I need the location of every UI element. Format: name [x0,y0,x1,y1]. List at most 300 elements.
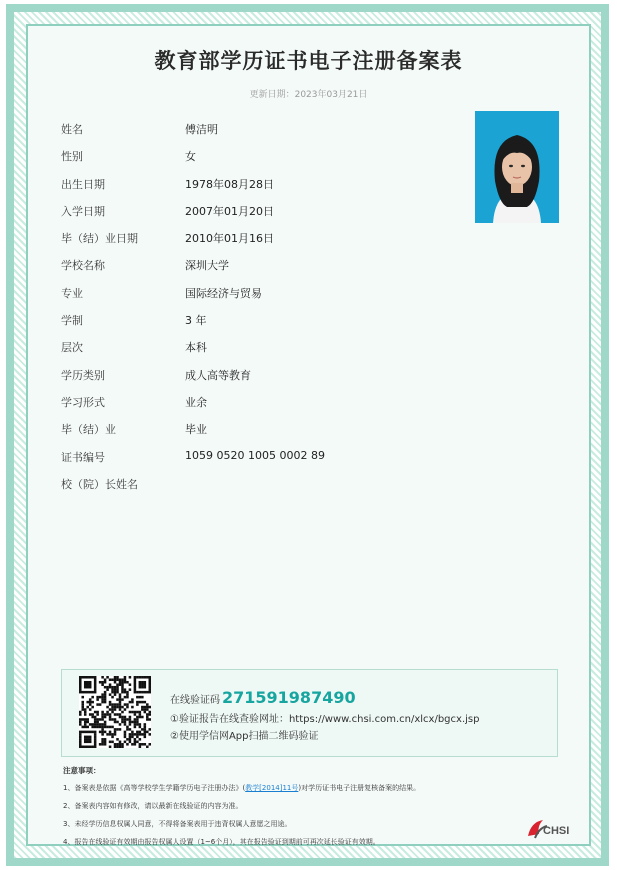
qr-module [136,721,139,724]
qr-module [121,686,124,689]
qr-module [139,746,142,748]
qr-module [119,743,122,746]
qr-module [106,688,109,691]
qr-module [124,731,127,734]
qr-module [144,706,147,709]
qr-module [129,701,132,704]
qr-module [116,678,119,681]
qr-module [96,726,99,729]
qr-module [79,723,82,726]
qr-module [134,711,137,714]
qr-module [129,733,132,736]
portrait-illustration [475,111,559,223]
qr-module [114,688,117,691]
qr-module [106,726,109,729]
qr-module [86,706,89,709]
qr-module [84,723,87,726]
qr-module [126,718,129,721]
qr-module [141,686,144,689]
qr-module [84,718,87,721]
qr-module [144,723,147,726]
qr-module [84,746,87,748]
qr-module [84,726,87,729]
qr-module [101,731,104,734]
qr-module [79,713,82,716]
qr-module [134,713,137,716]
qr-module [141,728,144,731]
qr-module [84,691,87,694]
qr-module [111,718,114,721]
qr-module [94,731,97,734]
qr-module [89,708,92,711]
qr-module [139,733,142,736]
qr-module [104,686,107,689]
qr-module [109,701,112,704]
qr-module [121,691,124,694]
qr-module [141,708,144,711]
qr-module [84,713,87,716]
qr-module [109,693,112,696]
qr-module [101,696,104,699]
qr-module [109,678,112,681]
qr-module [104,698,107,701]
field-value: 深圳大学 [185,259,229,273]
qr-module [146,716,149,719]
notes-section [63,765,523,855]
qr-module [119,698,122,701]
qr-module [129,716,132,719]
qr-module [119,681,122,684]
qr-module [99,703,102,706]
qr-module [141,681,144,684]
qr-module [129,683,132,686]
qr-module [149,683,151,686]
qr-module [81,731,84,734]
qr-module [96,703,99,706]
qr-module [89,746,92,748]
qr-module [144,683,147,686]
qr-module [141,676,144,679]
qr-module [84,731,87,734]
qr-module [134,691,137,694]
qr-module [109,686,112,689]
qr-module [89,698,92,701]
qr-module [94,736,97,739]
qr-module [104,741,107,744]
qr-module [114,703,117,706]
qr-module [129,728,132,731]
qr-module [121,743,124,746]
qr-module [124,681,127,684]
qr-module [119,696,122,699]
qr-module [89,701,92,704]
qr-module [121,718,124,721]
qr-module [141,706,144,709]
qr-module [114,678,117,681]
qr-module [86,738,89,741]
qr-module [111,706,114,709]
qr-module [124,678,127,681]
qr-module [146,731,149,734]
verification-code-line [170,688,356,707]
field-value: 毕业 [185,423,207,437]
qr-module [146,708,149,711]
qr-module [104,731,107,734]
field-label: 学习形式 [61,395,105,409]
qr-module [89,703,92,706]
note-text: )对学历证书电子注册复核备案的结果。 [298,784,421,792]
qr-module [89,741,92,744]
qr-module [126,726,129,729]
qr-module [149,743,151,746]
qr-module [146,718,149,721]
qr-module [114,733,117,736]
qr-module [79,711,82,714]
field-label: 专业 [61,286,83,300]
field-row [61,257,461,284]
qr-module [99,726,102,729]
qr-module [116,686,119,689]
qr-module [114,676,117,679]
qr-module [89,713,92,716]
note-item: 4、报告在线验证有效期由报告权属人设置（1~6个月），其在报告验证到期前可再次延长验证有效期。 [63,838,380,846]
qr-module [111,703,114,706]
qr-module [144,686,147,689]
qr-module [111,733,114,736]
qr-module [106,686,109,689]
field-value: 国际经济与贸易 [185,286,262,300]
qr-module [139,738,142,741]
qr-module [86,691,89,694]
qr-module [101,738,104,741]
field-label: 层次 [61,341,83,355]
qr-module [86,726,89,729]
qr-module [126,693,129,696]
qr-module [119,741,122,744]
qr-module [89,731,92,734]
qr-module [144,731,147,734]
qr-module [114,746,117,748]
field-row [61,121,461,148]
qr-module [101,683,104,686]
qr-module [94,738,97,741]
qr-module [116,728,119,731]
qr-module [89,691,92,694]
qr-module [134,723,137,726]
qr-module [89,681,92,684]
qr-module [139,731,142,734]
qr-module [149,691,151,694]
qr-module [134,683,137,686]
qr-module [121,706,124,709]
verification-app-text: ②使用学信网App扫描二维码验证 [170,731,319,742]
qr-module [104,726,107,729]
field-value: 本科 [185,341,207,355]
qr-module [79,731,82,734]
qr-module [79,743,82,746]
qr-module [139,681,142,684]
qr-module [79,721,82,724]
qr-module [94,733,97,736]
qr-module [134,718,137,721]
qr-module [131,698,134,701]
notes-title: 注意事项： [63,766,101,775]
field-row [61,176,461,203]
qr-module [91,676,94,679]
qr-module [121,681,124,684]
qr-module [91,746,94,748]
qr-module [124,733,127,736]
qr-module [111,678,114,681]
qr-module [126,691,129,694]
qr-module [89,723,92,726]
qr-module [86,718,89,721]
qr-module [86,731,89,734]
qr-module [111,736,114,739]
qr-module [131,733,134,736]
field-label: 入学日期 [61,204,105,218]
qr-module [146,691,149,694]
qr-module [139,696,142,699]
qr-module [129,741,132,744]
qr-module [119,728,122,731]
qr-module [114,728,117,731]
qr-module [136,676,139,679]
field-value: 1059 0520 1005 0002 89 [185,448,325,462]
verification-code: 271591987490 [222,688,356,707]
qr-module [81,691,84,694]
qr-module [129,736,132,739]
qr-module [109,716,112,719]
qr-module [79,676,82,679]
field-row [61,148,461,175]
qr-module [104,721,107,724]
qr-module [139,676,142,679]
field-label: 出生日期 [61,177,105,191]
field-label: 毕（结）业日期 [61,232,138,246]
field-value: 1978年08月28日 [185,177,274,191]
verification-url-text: ①验证报告在线查验网址：https://www.chsi.com.cn/xlcx/bgcx.jsp [170,714,480,725]
qr-module [81,696,84,699]
qr-module [109,703,112,706]
qr-module [111,688,114,691]
qr-module [126,728,129,731]
qr-module [99,681,102,684]
qr-module [121,721,124,724]
qr-module [116,706,119,709]
qr-module [121,688,124,691]
qr-module [89,686,92,689]
qr-module [141,733,144,736]
qr-module [116,713,119,716]
regulation-link[interactable]: 教学[2014]11号 [245,784,299,792]
qr-module [86,746,89,748]
qr-module [91,731,94,734]
qr-module [111,708,114,711]
qr-module [86,701,89,704]
qr-module [149,686,151,689]
qr-module [104,738,107,741]
qr-module [94,681,97,684]
qr-module [144,728,147,731]
qr-module [106,676,109,679]
qr-module [86,676,89,679]
field-label: 学校名称 [61,259,105,273]
qr-module [99,723,102,726]
qr-module [79,681,82,684]
qr-module [129,711,132,714]
qr-module [101,726,104,729]
qr-module [136,718,139,721]
qr-module [109,718,112,721]
note-item [63,783,523,793]
field-value: 2010年01月16日 [185,232,274,246]
note-text: 1、备案表是依据《高等学校学生学籍学历电子注册办法》( [63,784,246,792]
qr-module [149,681,151,684]
qr-module [111,726,114,729]
qr-module [109,731,112,734]
qr-module [119,693,122,696]
qr-module [116,691,119,694]
field-row [61,285,461,312]
qr-module [86,721,89,724]
qr-module [129,676,132,679]
field-row [61,339,461,366]
qr-module [141,716,144,719]
qr-module [81,703,84,706]
qr-module [84,721,87,724]
qr-module [116,743,119,746]
qr-module [114,681,117,684]
qr-module [111,711,114,714]
field-value: 傅洁明 [185,123,218,136]
updated-date: 更新日期：2023年03月21日 [249,90,368,100]
qr-module [91,723,94,726]
qr-module [104,713,107,716]
qr-module [119,706,122,709]
qr-module [144,676,147,679]
qr-module [106,711,109,714]
qr-module [126,696,129,699]
qr-module [121,698,124,701]
qr-module [81,746,84,748]
qr-module [89,736,92,739]
note-item: 2、备案表内容如有修改，请以最新在线验证的内容为准。 [63,802,243,810]
qr-module [114,718,117,721]
qr-module [139,723,142,726]
field-value: 女 [185,150,196,164]
note-item: 3、未经学历信息权属人同意，不得将备案表用于违背权属人意愿之用途。 [63,820,292,828]
qr-module [114,691,117,694]
qr-module [129,723,132,726]
qr-module [134,721,137,724]
qr-module [116,698,119,701]
field-value: 成人高等教育 [185,368,251,382]
qr-module [104,696,107,699]
qr-module [124,676,127,679]
qr-module [84,683,87,686]
verification-code-label: 在线验证码 [170,695,220,706]
qr-module [94,718,97,721]
qr-module [119,701,122,704]
qr-module [109,726,112,729]
qr-module [79,718,82,721]
qr-module [126,681,129,684]
qr-module [149,676,151,679]
qr-module [81,726,84,729]
qr-module [129,721,132,724]
qr-module [114,693,117,696]
qr-module [134,741,137,744]
qr-module [81,708,84,711]
qr-module [121,678,124,681]
qr-module [136,731,139,734]
qr-module [116,721,119,724]
qr-module [91,706,94,709]
qr-module [149,711,151,714]
qr-module [106,706,109,709]
qr-module [134,726,137,729]
qr-module [109,708,112,711]
qr-module [126,743,129,746]
qr-module [114,686,117,689]
qr-module [116,703,119,706]
qr-module [131,721,134,724]
qr-module [104,678,107,681]
qr-module [91,713,94,716]
qr-module [99,731,102,734]
qr-module [79,736,82,739]
qr-module [119,716,122,719]
qr-module [146,713,149,716]
qr-module [86,741,89,744]
field-label: 证书编号 [61,450,105,464]
qr-module [94,711,97,714]
qr-module [121,683,124,686]
qr-module [139,716,142,719]
qr-module [116,683,119,686]
field-row [61,230,461,257]
qr-module [116,688,119,691]
qr-module [141,743,144,746]
qr-module [101,711,104,714]
qr-module [79,733,82,736]
qr-module [124,716,127,719]
qr-module [94,678,97,681]
qr-module [136,716,139,719]
qr-module [124,718,127,721]
qr-module [144,711,147,714]
qr-module [94,726,97,729]
qr-module [86,681,89,684]
qr-module [136,701,139,704]
qr-module [114,721,117,724]
field-label: 性别 [61,150,83,164]
qr-module [86,683,89,686]
qr-module [119,746,122,748]
qr-module [104,693,107,696]
qr-module [139,691,142,694]
qr-module [94,721,97,724]
qr-module [131,711,134,714]
qr-module [94,716,97,719]
qr-module [119,723,122,726]
qr-module [144,736,147,739]
qr-module [106,713,109,716]
qr-code-icon[interactable] [79,676,151,748]
qr-module [146,706,149,709]
qr-module [134,686,137,689]
